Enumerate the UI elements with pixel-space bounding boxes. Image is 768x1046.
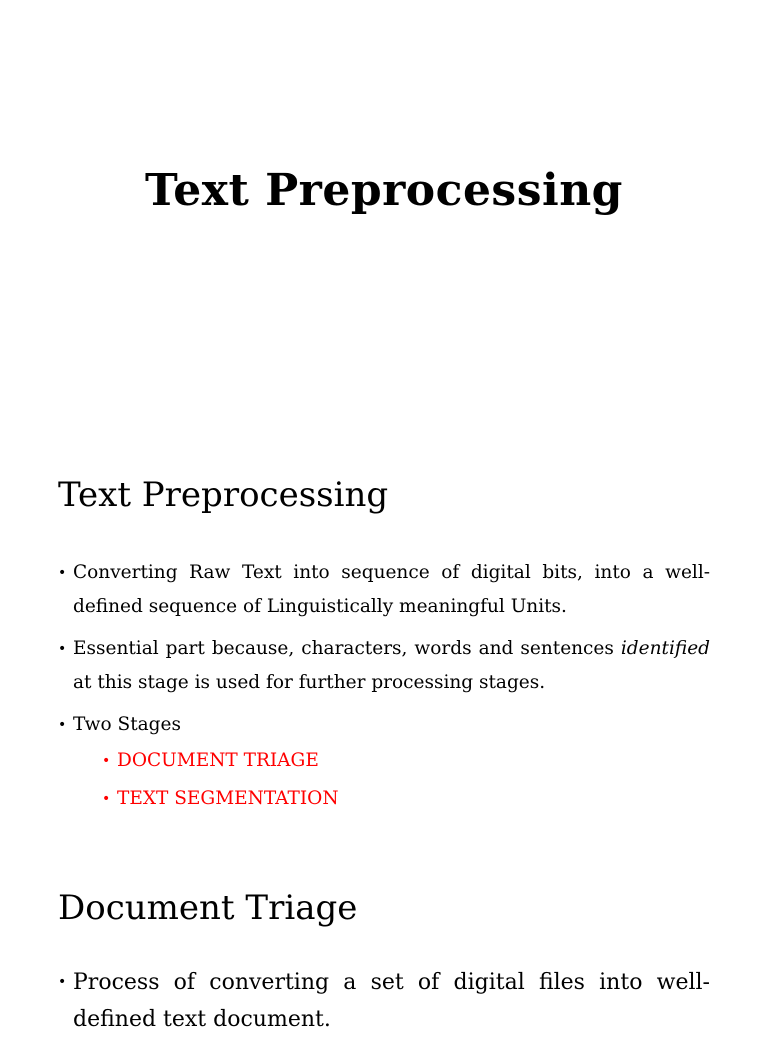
bullet-emphasis: identified bbox=[620, 638, 710, 659]
content-slide-text-preprocessing bbox=[0, 432, 768, 864]
bullet-item bbox=[58, 556, 710, 624]
sub-bullet-text-segmentation: • TEXT SEGMENTATION bbox=[102, 780, 710, 818]
bullet-text: Process of converting a set of digital files into well-defined text document. bbox=[73, 970, 710, 1032]
bullet-text: Converting Raw Text into sequence of digital bits, into a well-defined sequence of Linguistically meaningful Units. bbox=[73, 562, 710, 617]
content-slide-document-triage bbox=[0, 864, 768, 1032]
bullet-item bbox=[58, 632, 710, 700]
bullet-list bbox=[58, 556, 710, 818]
bullet-list bbox=[58, 964, 710, 1046]
bullet-text: at this stage is used for further processing stages. bbox=[73, 672, 546, 693]
title-slide bbox=[0, 0, 768, 432]
slide-heading: Text Preprocessing bbox=[58, 475, 389, 515]
sub-bullet-list bbox=[73, 742, 710, 818]
bullet-item bbox=[58, 708, 710, 818]
slide-title: Text Preprocessing bbox=[145, 165, 623, 216]
bullet-text: Essential part because, characters, words and sentences bbox=[73, 638, 621, 659]
slide-heading: Document Triage bbox=[58, 888, 358, 928]
bullet-text: Two Stages bbox=[73, 714, 181, 735]
sub-bullet-document-triage: • DOCUMENT TRIAGE bbox=[102, 742, 710, 780]
bullet-item bbox=[58, 964, 710, 1038]
